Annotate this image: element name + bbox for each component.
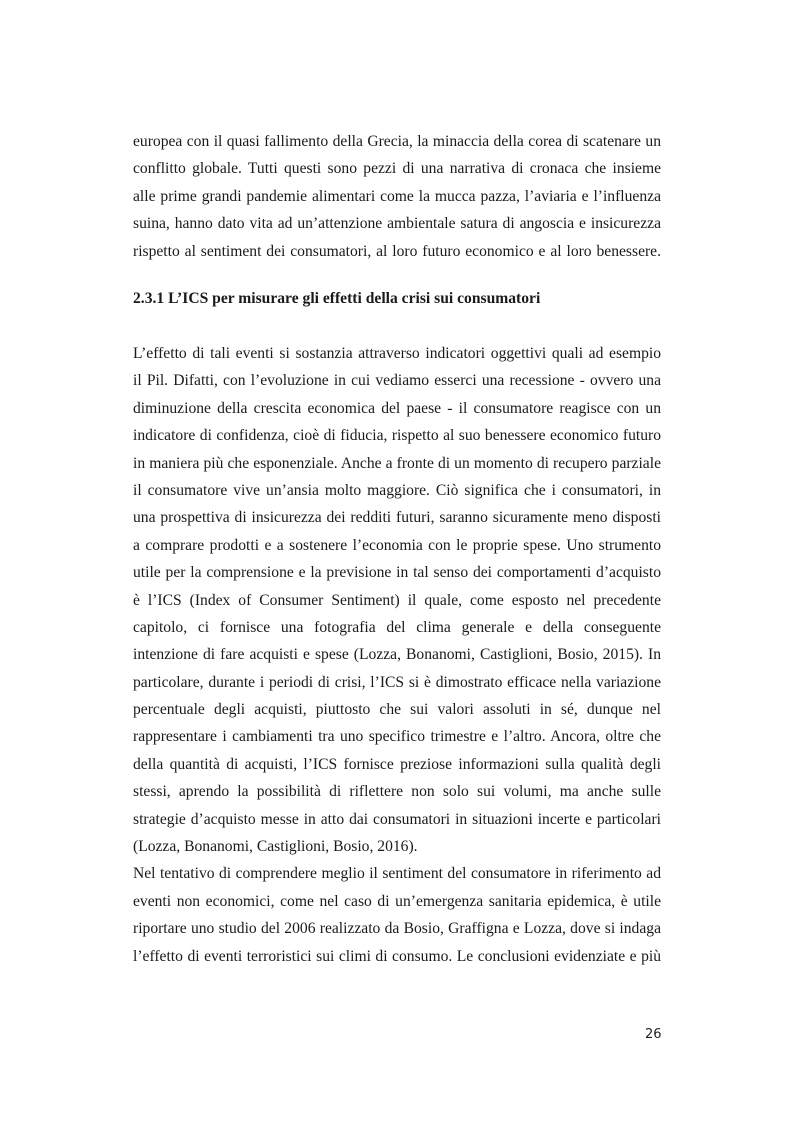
paragraph-1: [133, 128, 661, 265]
text-line: a comprare prodotti e a sostenere l’economia con le proprie spese. Uno strumento: [133, 536, 661, 554]
text-line: intenzione di fare acquisti e spese (Lozza, Bonanomi, Castiglioni, Bosio, 2015). In: [133, 646, 661, 664]
text-line: riportare uno studio del 2006 realizzato da Bosio, Graffigna e Lozza, dove si indaga: [133, 920, 661, 938]
text-line: particolare, durante i periodi di crisi, l’ICS si è dimostrato efficace nella variazione: [133, 673, 661, 691]
text-line: strategie d’acquisto messe in atto dai consumatori in situazioni incerte e particolari: [133, 810, 661, 828]
text-line: il consumatore vive un’ansia molto maggiore. Ciò significa che i consumatori, in: [133, 481, 661, 499]
text-line: capitolo, ci fornisce una fotografia del clima generale e della conseguente: [133, 618, 661, 636]
text-line: L’effetto di tali eventi si sostanzia attraverso indicatori oggettivi quali ad esempio: [133, 345, 661, 362]
text-line: l’effetto di eventi terroristici sui climi di consumo. Le conclusioni evidenziate e più: [133, 947, 661, 965]
text-line: utile per la comprensione e la previsione in tal senso dei comportamenti d’acquisto: [133, 564, 661, 582]
text-line: della quantità di acquisti, l’ICS fornisce preziose informazioni sulla qualità degli: [133, 755, 661, 773]
text-line: rappresentare i cambiamenti tra uno specifico trimestre e l’altro. Ancora, oltre che: [133, 728, 661, 746]
text-line: europea con il quasi fallimento della Grecia, la minaccia della corea di scatenare un: [133, 133, 661, 150]
section-heading: 2.3.1 L’ICS per misurare gli effetti della crisi sui consumatori: [133, 290, 541, 307]
text-line: percentuale degli acquisti, piuttosto che sui valori assoluti in sé, dunque nel: [133, 701, 661, 719]
text-line: alle prime grandi pandemie alimentari come la mucca pazza, l’aviaria e l’influenza: [133, 187, 661, 205]
text-line: stessi, aprendo la possibilità di riflettere non solo sui volumi, ma anche sulle: [133, 783, 661, 801]
text-line: rispetto al sentiment dei consumatori, al loro futuro economico e al loro benessere.: [133, 242, 661, 260]
text-line: Nel tentativo di comprendere meglio il sentiment del consumatore in riferimento ad: [133, 865, 661, 883]
paragraph-2: [133, 340, 661, 970]
text-line: (Lozza, Bonanomi, Castiglioni, Bosio, 2016).: [133, 838, 418, 856]
text-line: suina, hanno dato vita ad un’attenzione ambientale satura di angoscia e insicurezza: [133, 215, 661, 233]
page-number: 26: [645, 1027, 662, 1042]
text-line: in maniera più che esponenziale. Anche a fronte di un momento di recupero parziale: [133, 454, 661, 472]
text-line: diminuzione della crescita economica del paese - il consumatore reagisce con un: [133, 399, 661, 417]
text-line: conflitto globale. Tutti questi sono pezzi di una narrativa di cronaca che insieme: [133, 160, 661, 178]
text-line: eventi non economici, come nel caso di un’emergenza sanitaria epidemica, è utile: [133, 892, 661, 910]
text-line: è l’ICS (Index of Consumer Sentiment) il quale, come esposto nel precedente: [133, 591, 661, 609]
text-line: indicatore di confidenza, cioè di fiducia, rispetto al suo benessere economico futuro: [133, 427, 661, 445]
text-line: il Pil. Difatti, con l’evoluzione in cui vediamo esserci una recessione - ovvero una: [133, 372, 661, 390]
text-line: una prospettiva di insicurezza dei redditi futuri, saranno sicuramente meno disposti: [133, 509, 661, 527]
